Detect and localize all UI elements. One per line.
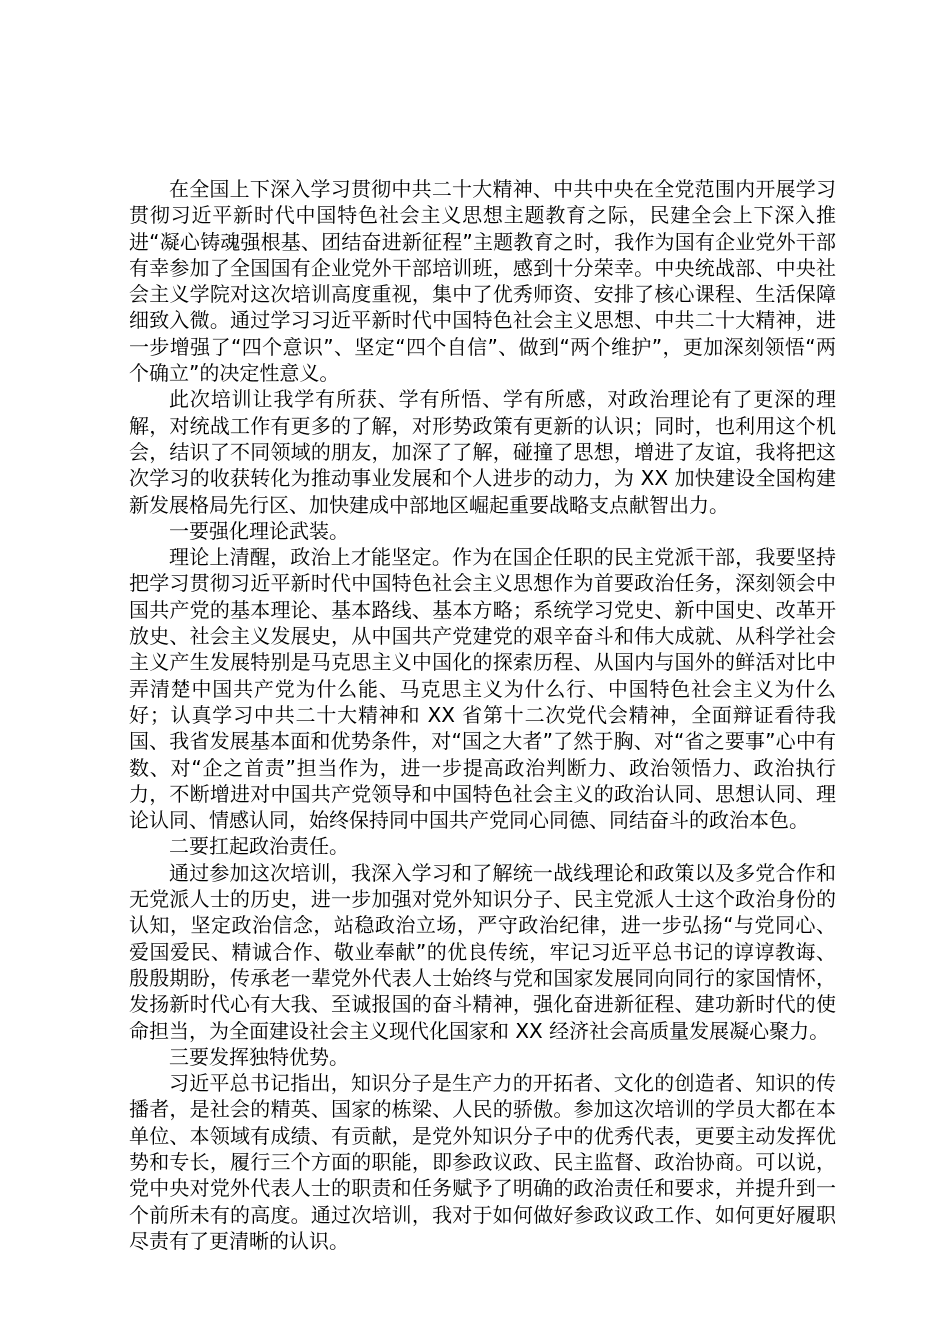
section-heading-advantage: 三要发挥独特优势。 bbox=[169, 1044, 349, 1069]
paragraph-theory: 理论上清醒，政治上才能坚定。作为在国企任职的民主党派干部，我要坚持把学习贯彻习近平新时代中国特色社会主义思想作为首要政治任务，深刻领会中国共产党的基本理论、基本路线、基本方略；系统学习党史、新中国史、改革开放史、社会主义发展史，从中国共产党建党的艰辛奋斗和伟大成就、从科学社会主义产生发展特别是马克思主义中国化的探索历程、从国内与国外的鲜活对比中弄清楚中国共产党为什么能、马克思主义为什么行、中国特色社会主义为什么好；认真学习中共二十大精神和 XX 省第十二次党代会精神，全面辩证看待我国、我省发展基本面和优势条件，对“国之大者”了然于胸、对“省之要事”心中有数、对“企之首责”担当作为，进一步提高政治判断力、政治领悟力、政治执行力，不断增进对中国共产党领导和中国特色社会主义的政治认同、思想认同、理论认同、情感认同，始终保持同中国共产党同心同德、同结奋斗的政治本色。 bbox=[129, 545, 836, 833]
section-heading-responsibility: 二要扛起政治责任。 bbox=[169, 834, 349, 859]
paragraph-responsibility: 通过参加这次培训，我深入学习和了解统一战线理论和政策以及多党合作和无党派人士的历史，进一步加强对党外知识分子、民主党派人士这个政治身份的认知，坚定政治信念，站稳政治立场，严守政治纪律，进一步弘扬“与党同心、爱国爱民、精诚合作、敬业奉献”的优良传统，牢记习近平总书记的谆谆教诲、殷殷期盼，传承老一辈党外代表人士始终与党和国家发展同向同行的家国情怀，发扬新时代心有大我、至诚报国的奋斗精神，强化奋进新征程、建功新时代的使命担当，为全面建设社会主义现代化国家和 XX 经济社会高质量发展凝心聚力。 bbox=[129, 860, 836, 1043]
paragraph-training-gains: 此次培训让我学有所获、学有所悟、学有所感，对政治理论有了更深的理解，对统战工作有更多的了解，对形势政策有更新的认识；同时，也利用这个机会，结识了不同领域的朋友，加深了了解，碰撞了思想，增进了友谊，我将把这次学习的收获转化为推动事业发展和个人进步的动力，为 XX 加快建设全国构建新发展格局先行区、加快建成中部地区崛起重要战略支点献智出力。 bbox=[129, 387, 836, 517]
document-body bbox=[129, 176, 836, 1254]
paragraph-intro: 在全国上下深入学习贯彻中共二十大精神、中共中央在全党范围内开展学习贯彻习近平新时代中国特色社会主义思想主题教育之际，民建全会上下深入推进“凝心铸魂强根基、团结奋进新征程”主题教育之时，我作为国有企业党外干部有幸参加了全国国有企业党外干部培训班，感到十分荣幸。中央统战部、中央社会主义学院对这次培训高度重视，集中了优秀师资、安排了核心课程、生活保障细致入微。通过学习习近平新时代中国特色社会主义思想、中共二十大精神，进一步增强了“四个意识”、坚定“四个自信”、做到“两个维护”，更加深刻领悟“两个确立”的决定性意义。 bbox=[129, 177, 836, 386]
section-heading-theory: 一要强化理论武装。 bbox=[169, 518, 349, 543]
paragraph-advantage: 习近平总书记指出，知识分子是生产力的开拓者、文化的创造者、知识的传播者，是社会的精英、国家的栋梁、人民的骄傲。参加这次培训的学员大都在本单位、本领域有成绩、有贡献，是党外知识分子中的优秀代表，更要主动发挥优势和专长，履行三个方面的职能，即参政议政、民主监督、政治协商。可以说，党中央对党外代表人士的职责和任务赋予了明确的政治责任和要求，并提升到一个前所未有的高度。通过次培训，我对于如何做好参政议政工作、如何更好履职尽责有了更清晰的认识。 bbox=[129, 1071, 836, 1253]
